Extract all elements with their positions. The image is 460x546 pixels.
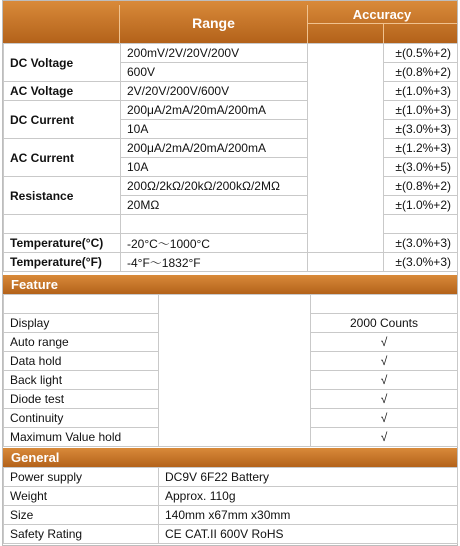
general-label: Safety Rating (4, 525, 159, 544)
range-header: Range (192, 15, 235, 31)
check-mark: √ (311, 352, 458, 371)
feature-title: Feature (11, 277, 58, 292)
table-row (4, 139, 458, 158)
accuracy-cell: ±(3.0%+3) (384, 120, 458, 139)
range-cell: 10A (121, 158, 308, 177)
range-cell: 200μA/2mA/20mA/200mA (121, 101, 308, 120)
feature-band (3, 275, 457, 294)
range-cell: 2V/20V/200V/600V (121, 82, 308, 101)
header-divider (119, 5, 120, 43)
accuracy-cell: ±(0.5%+2) (384, 44, 458, 63)
feature-label: Continuity (4, 409, 159, 428)
general-label: Size (4, 506, 159, 525)
feature-label: Data hold (4, 352, 159, 371)
accuracy-cell: ±(1.0%+3) (384, 101, 458, 120)
feature-label: Maximum Value hold (4, 428, 159, 447)
header-divider (383, 23, 384, 43)
general-title: General (11, 450, 60, 465)
general-value: Approx. 110g (159, 487, 458, 506)
accuracy-cell: ±(1.0%+3) (384, 82, 458, 101)
check-mark: √ (311, 390, 458, 409)
accuracy-header: Accuracy (352, 7, 412, 22)
table-row (4, 82, 458, 101)
table-row (4, 468, 458, 487)
table-row (4, 487, 458, 506)
general-band (3, 448, 457, 467)
general-table (3, 467, 458, 544)
accuracy-cell: ±(3.0%+3) (384, 253, 458, 272)
table-row-empty (4, 295, 458, 314)
row-label: AC Voltage (4, 82, 121, 101)
general-label: Weight (4, 487, 159, 506)
header-divider (307, 5, 308, 43)
check-mark: √ (311, 371, 458, 390)
accuracy-cell: ±(0.8%+2) (384, 63, 458, 82)
spec-table (3, 43, 458, 272)
check-mark: √ (311, 409, 458, 428)
row-label: Temperature(°C) (4, 234, 121, 253)
row-label: Resistance (4, 177, 121, 215)
table-row (4, 253, 458, 272)
feature-label: Display (4, 314, 159, 333)
header-divider (307, 23, 457, 24)
range-cell: 200Ω/2kΩ/20kΩ/200kΩ/2MΩ (121, 177, 308, 196)
feature-value: 2000 Counts (311, 314, 458, 333)
table-row (4, 177, 458, 196)
feature-table (3, 294, 458, 447)
table-row (4, 44, 458, 63)
feature-label: Back light (4, 371, 159, 390)
range-cell: -4°F～1832°F (121, 253, 308, 272)
range-cell: 10A (121, 120, 308, 139)
table-row (4, 525, 458, 544)
table-row-empty (4, 215, 458, 234)
check-mark: √ (311, 333, 458, 352)
accuracy-cell: ±(0.8%+2) (384, 177, 458, 196)
table-row (4, 234, 458, 253)
general-value: DC9V 6F22 Battery (159, 468, 458, 487)
feature-label: Diode test (4, 390, 159, 409)
row-label: Temperature(°F) (4, 253, 121, 272)
accuracy-cell: ±(3.0%+3) (384, 234, 458, 253)
range-cell: -20°C～1000°C (121, 234, 308, 253)
table-row (4, 101, 458, 120)
general-label: Power supply (4, 468, 159, 487)
row-label: DC Voltage (4, 44, 121, 82)
row-label: AC Current (4, 139, 121, 177)
row-label: DC Current (4, 101, 121, 139)
check-mark: √ (311, 428, 458, 447)
spec-sheet (2, 0, 458, 546)
general-value: 140mm x67mm x30mm (159, 506, 458, 525)
spec-header-band (3, 1, 457, 43)
general-value: CE CAT.II 600V RoHS (159, 525, 458, 544)
range-cell: 200mV/2V/20V/200V (121, 44, 308, 63)
range-cell: 600V (121, 63, 308, 82)
feature-label: Auto range (4, 333, 159, 352)
accuracy-cell: ±(1.0%+2) (384, 196, 458, 215)
accuracy-cell: ±(3.0%+5) (384, 158, 458, 177)
range-cell: 20MΩ (121, 196, 308, 215)
range-cell: 200μA/2mA/20mA/200mA (121, 139, 308, 158)
table-row (4, 506, 458, 525)
accuracy-cell: ±(1.2%+3) (384, 139, 458, 158)
